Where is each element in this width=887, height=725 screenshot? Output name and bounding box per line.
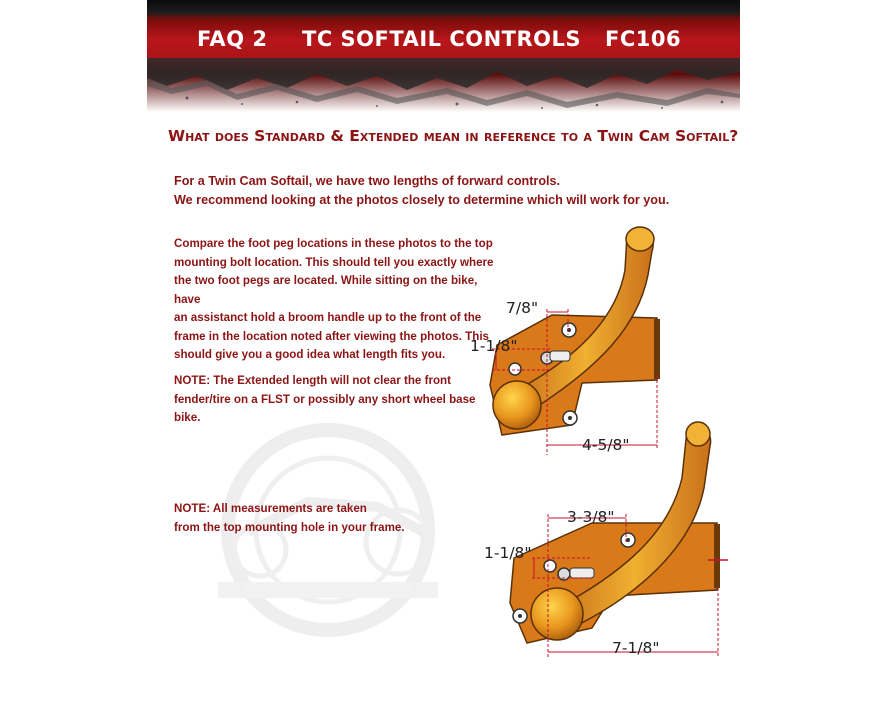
compare-paragraph [174, 235, 504, 365]
compare-line: frame in the location noted after viewing the photos. This [174, 329, 489, 343]
compare-line: Compare the foot peg locations in these photos to the top [174, 237, 493, 250]
faq-label: FAQ 2 [197, 27, 268, 51]
note-line: NOTE: All measurements are taken [174, 502, 367, 515]
note-line: bike. [174, 411, 201, 424]
standard-dim-top: 7/8" [506, 299, 539, 317]
extended-control-diagram [472, 418, 732, 668]
standard-dim-left: 1-1/8" [470, 337, 518, 355]
extended-dim-top: 3-3/8" [567, 508, 615, 526]
intro-line-2: We recommend looking at the photos closely to determine which will work for you. [174, 193, 670, 207]
measurement-note [174, 500, 504, 537]
compare-line: an assistanct hold a broom handle up to the front of the [174, 311, 482, 324]
banner-heading: TC SOFTAIL CONTROLS [302, 27, 582, 51]
extended-control-drawing [472, 418, 732, 668]
note-line: NOTE: The Extended length will not clear the front [174, 374, 451, 387]
extended-dim-bottom: 7-1/8" [612, 639, 660, 657]
banner-title [147, 27, 740, 57]
compare-line: mounting bolt location. This should tell you exactly where [174, 255, 494, 269]
product-code: FC106 [605, 27, 682, 51]
standard-dim-bottom: 4-5/8" [582, 436, 630, 454]
compare-line: the two foot pegs are located. While sitting on the bike, have [174, 274, 478, 306]
grunge-texture [147, 58, 740, 112]
extended-note [174, 372, 504, 428]
header-banner [147, 0, 740, 112]
intro-line-1: For a Twin Cam Softail, we have two lengths of forward controls. [174, 174, 561, 188]
extended-dim-left: 1-1/8" [484, 544, 532, 562]
note-line: fender/tire on a FLST or possibly any short wheel base [174, 392, 476, 406]
faq-question: What does Standard & Extended mean in reference to a Twin Cam Softail? [168, 127, 739, 145]
intro-text [174, 172, 694, 210]
compare-line: should give you a good idea what length fits you. [174, 348, 446, 361]
note-line: from the top mounting hole in your frame. [174, 520, 405, 534]
